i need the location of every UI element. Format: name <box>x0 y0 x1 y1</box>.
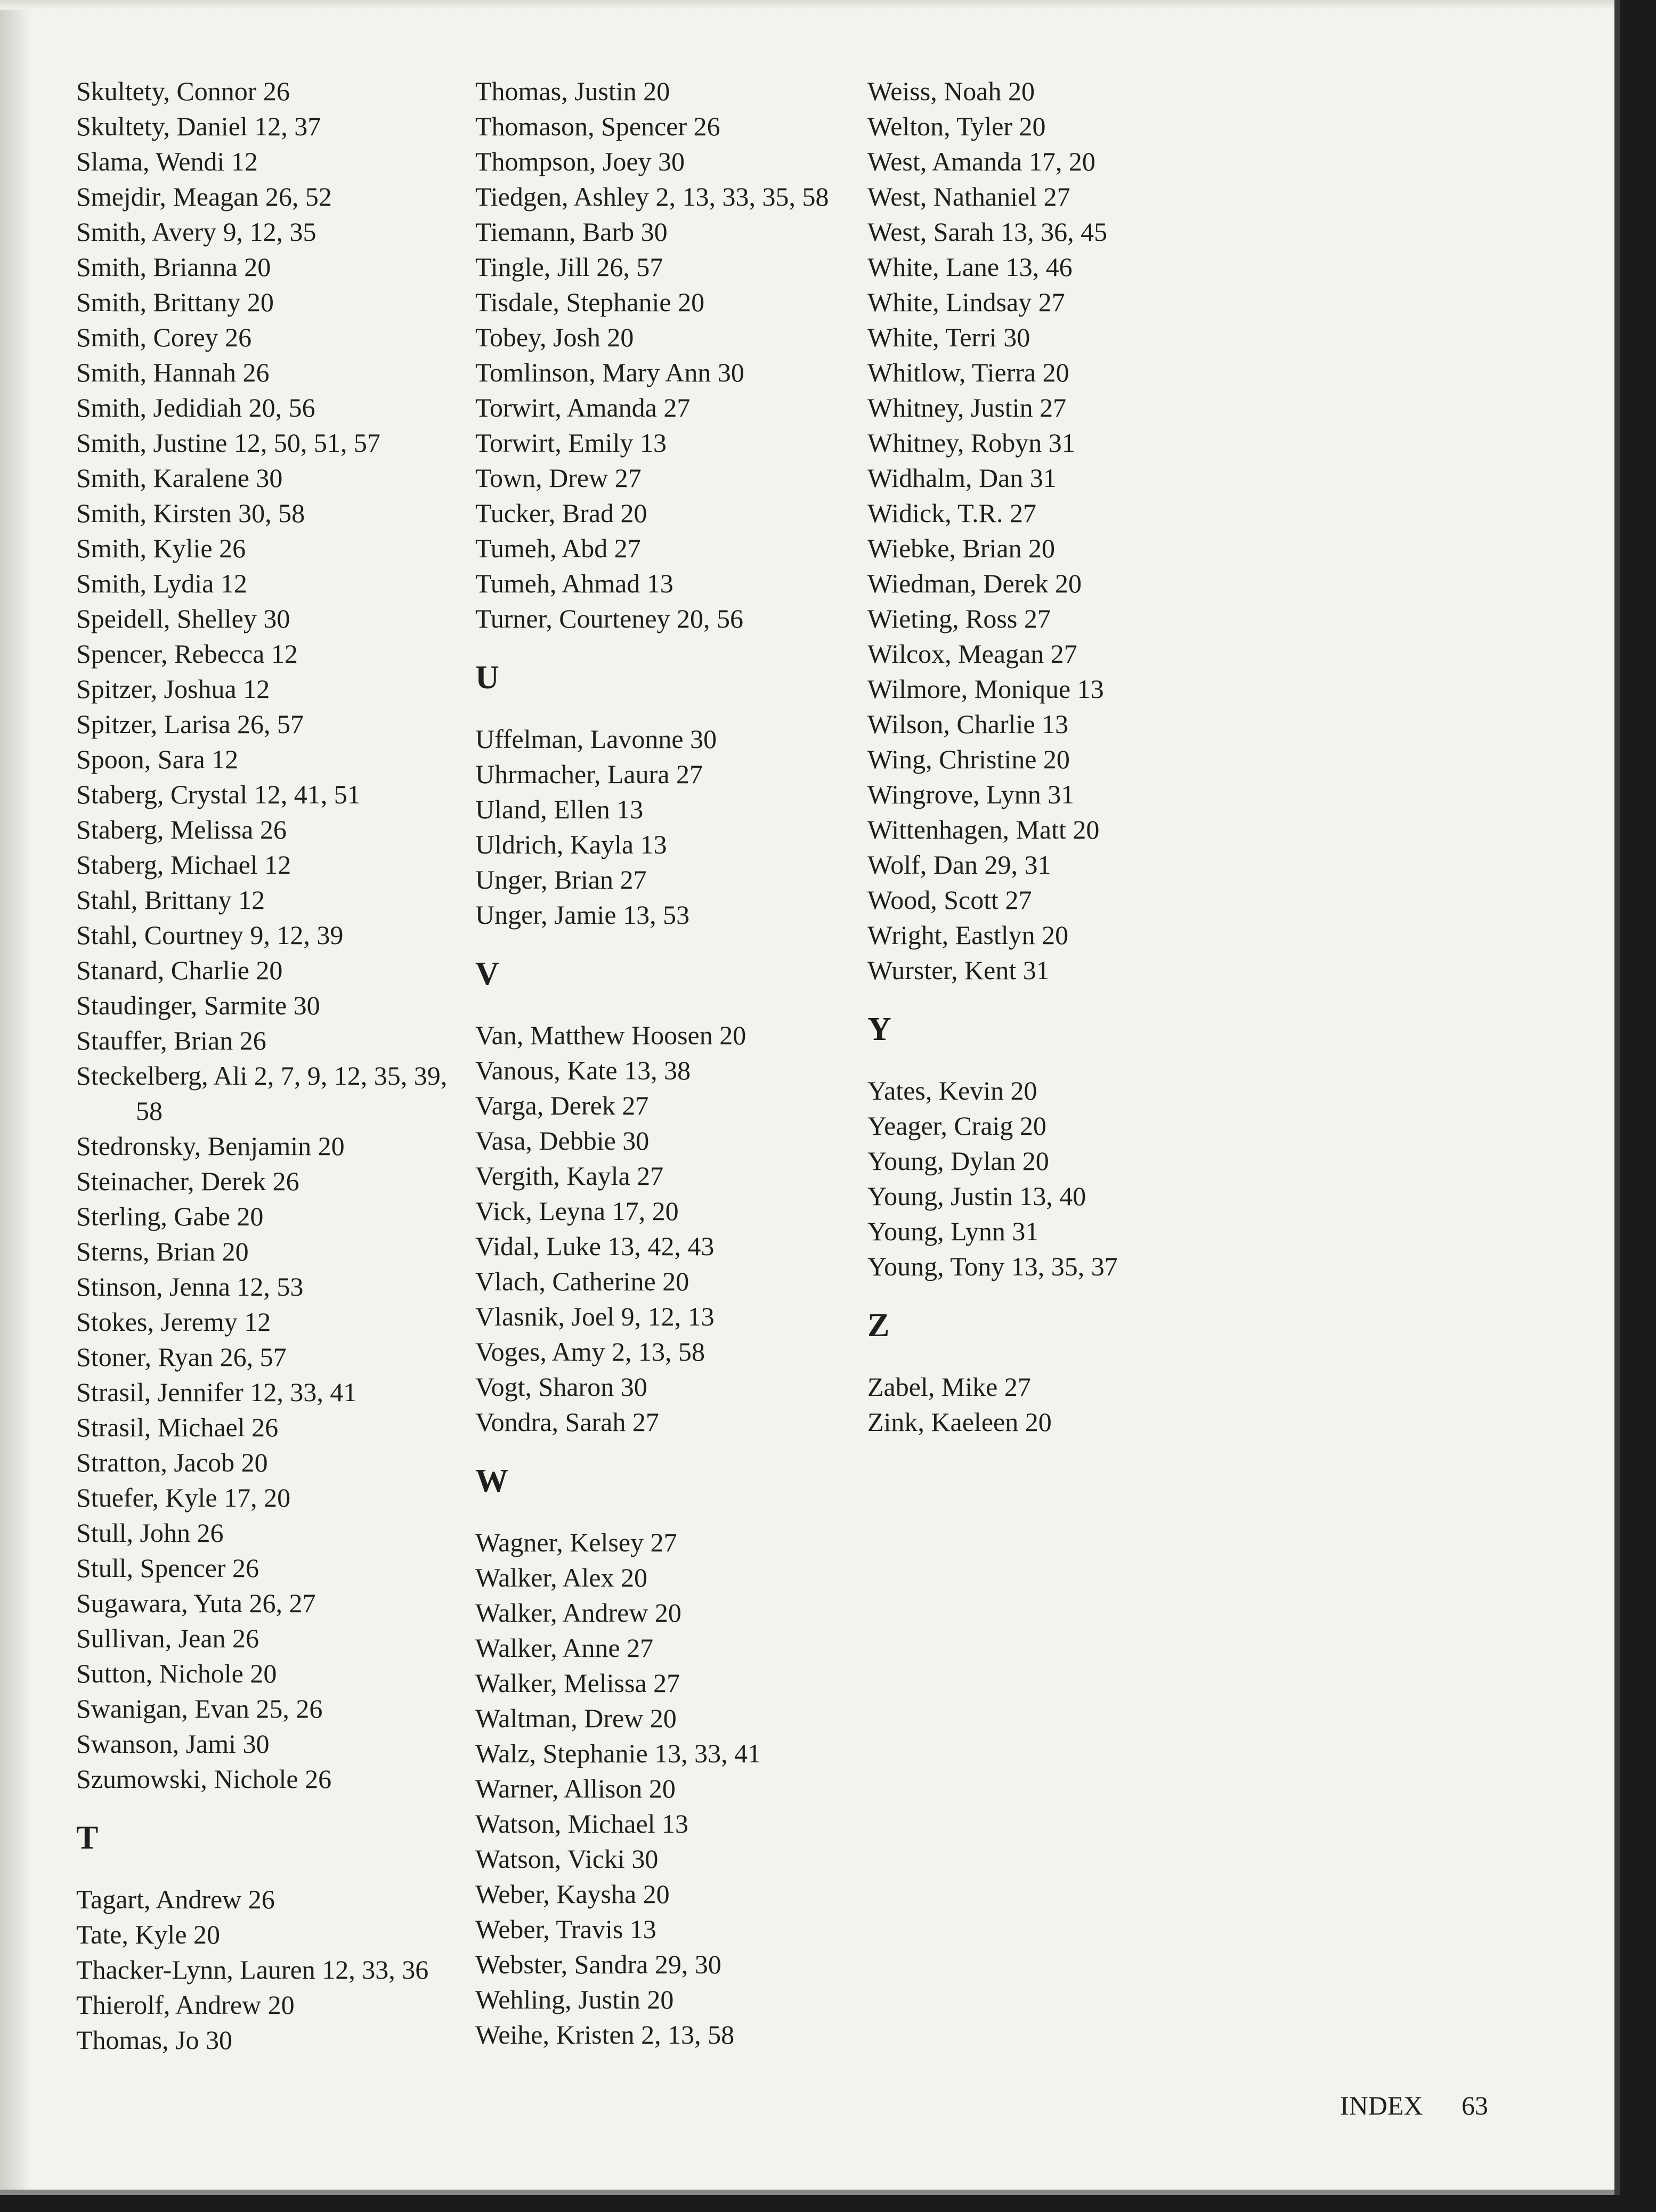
index-entry: Strasil, Michael 26 <box>76 1412 279 1442</box>
index-entry: Thierolf, Andrew 20 <box>76 1990 295 2020</box>
index-entry: Vlach, Catherine 20 <box>475 1266 689 1296</box>
index-entry: Stahl, Brittany 12 <box>76 885 265 915</box>
index-entry: Slama, Wendi 12 <box>76 147 258 176</box>
page-top-edge <box>0 0 1614 10</box>
index-entry: Young, Dylan 20 <box>867 1146 1049 1176</box>
index-entry: Young, Tony 13, 35, 37 <box>867 1251 1118 1281</box>
index-entry: Vidal, Luke 13, 42, 43 <box>475 1231 715 1261</box>
index-entry: Young, Justin 13, 40 <box>867 1181 1086 1211</box>
index-entry: Stauffer, Brian 26 <box>76 1026 266 1055</box>
index-entry: Smith, Kylie 26 <box>76 533 246 563</box>
index-entry: Tumeh, Abd 27 <box>475 533 641 563</box>
index-entry: Smejdir, Meagan 26, 52 <box>76 182 332 212</box>
index-entry: Watson, Michael 13 <box>475 1809 689 1839</box>
index-entry: Weber, Travis 13 <box>475 1914 656 1944</box>
index-entry: Sullivan, Jean 26 <box>76 1623 259 1653</box>
index-entry: West, Nathaniel 27 <box>867 182 1070 212</box>
index-entry: Tobey, Josh 20 <box>475 322 634 352</box>
index-entry: Thacker-Lynn, Lauren 12, 33, 36 <box>76 1955 429 1985</box>
index-entry: Zabel, Mike 27 <box>867 1372 1031 1402</box>
section-letter-heading: Y <box>867 1011 891 1047</box>
index-entry: White, Lane 13, 46 <box>867 252 1073 282</box>
index-entry: Vanous, Kate 13, 38 <box>475 1055 691 1085</box>
index-entry: Wingrove, Lynn 31 <box>867 779 1075 809</box>
index-entry: Van, Matthew Hoosen 20 <box>475 1020 746 1050</box>
index-entry: Wilcox, Meagan 27 <box>867 639 1077 669</box>
index-entry: Tumeh, Ahmad 13 <box>475 568 673 598</box>
index-entry: Spitzer, Joshua 12 <box>76 674 270 704</box>
index-entry: Weihe, Kristen 2, 13, 58 <box>475 2020 735 2050</box>
index-entry: White, Terri 30 <box>867 322 1030 352</box>
index-entry: Vergith, Kayla 27 <box>475 1161 664 1191</box>
index-entry: Wilson, Charlie 13 <box>867 709 1069 739</box>
index-entry: Whitney, Robyn 31 <box>867 428 1075 458</box>
index-entry: Unger, Jamie 13, 53 <box>475 900 690 930</box>
index-entry: Thompson, Joey 30 <box>475 147 685 176</box>
index-entry: Wood, Scott 27 <box>867 885 1032 915</box>
index-entry: Yeager, Craig 20 <box>867 1111 1046 1141</box>
index-entry: Strasil, Jennifer 12, 33, 41 <box>76 1377 357 1407</box>
index-entry: Stuefer, Kyle 17, 20 <box>76 1483 291 1512</box>
index-entry: Steckelberg, Ali 2, 7, 9, 12, 35, 39, 58 <box>76 1061 448 1126</box>
index-entry: Uffelman, Lavonne 30 <box>475 724 717 754</box>
index-entry: Staberg, Crystal 12, 41, 51 <box>76 779 361 809</box>
index-entry: Sterling, Gabe 20 <box>76 1201 264 1231</box>
index-entry: Welton, Tyler 20 <box>867 111 1046 141</box>
index-entry: Smith, Jedidiah 20, 56 <box>76 393 315 422</box>
index-entry: Smith, Kirsten 30, 58 <box>76 498 305 528</box>
index-entry: Widhalm, Dan 31 <box>867 463 1057 493</box>
index-entry: West, Sarah 13, 36, 45 <box>867 217 1108 247</box>
index-entry: Smith, Hannah 26 <box>76 357 270 387</box>
index-entry: Wilmore, Monique 13 <box>867 674 1104 704</box>
index-column-2 <box>475 74 859 2052</box>
index-entry: Vick, Leyna 17, 20 <box>475 1196 679 1226</box>
index-entry: Vlasnik, Joel 9, 12, 13 <box>475 1302 715 1331</box>
index-entry: Staudinger, Sarmite 30 <box>76 990 320 1020</box>
index-entry: Wieting, Ross 27 <box>867 604 1051 633</box>
index-entry: Torwirt, Emily 13 <box>475 428 667 458</box>
index-entry: Uhrmacher, Laura 27 <box>475 759 703 789</box>
index-entry: Wehling, Justin 20 <box>475 1985 674 2014</box>
index-entry: Smith, Justine 12, 50, 51, 57 <box>76 428 380 458</box>
index-entry: Sterns, Brian 20 <box>76 1237 249 1266</box>
section-letter-heading: Z <box>867 1307 890 1344</box>
binding-shadow <box>0 0 32 2195</box>
index-entry: Walz, Stephanie 13, 33, 41 <box>475 1738 761 1768</box>
index-entry: Tiemann, Barb 30 <box>475 217 668 247</box>
index-entry: Swanson, Jami 30 <box>76 1729 270 1759</box>
index-entry: Vasa, Debbie 30 <box>475 1126 650 1156</box>
index-entry: Whitlow, Tierra 20 <box>867 357 1069 387</box>
page-bottom-edge <box>0 2190 1614 2195</box>
index-entry: Stokes, Jeremy 12 <box>76 1307 271 1337</box>
index-entry: Tagart, Andrew 26 <box>76 1884 275 1914</box>
index-entry: Spoon, Sara 12 <box>76 744 239 774</box>
index-entry: Sugawara, Yuta 26, 27 <box>76 1588 316 1618</box>
index-entry: Smith, Brianna 20 <box>76 252 271 282</box>
index-entry: Walker, Anne 27 <box>475 1633 654 1663</box>
page-number: 63 <box>1462 2091 1489 2120</box>
section-letter-heading: U <box>475 660 499 696</box>
index-entry: Swanigan, Evan 25, 26 <box>76 1694 323 1723</box>
index-entry: Widick, T.R. 27 <box>867 498 1036 528</box>
index-column-3 <box>867 74 1251 1440</box>
index-entry: Spencer, Rebecca 12 <box>76 639 298 669</box>
index-entry: Wing, Christine 20 <box>867 744 1070 774</box>
index-entry: Varga, Derek 27 <box>475 1091 649 1120</box>
index-entry: Wolf, Dan 29, 31 <box>867 850 1051 880</box>
index-entry: Szumowski, Nichole 26 <box>76 1764 332 1794</box>
index-entry: Turner, Courteney 20, 56 <box>475 604 744 633</box>
footer-index-label: INDEX <box>1340 2091 1423 2120</box>
index-entry: Uland, Ellen 13 <box>475 794 644 824</box>
index-entry: Stinson, Jenna 12, 53 <box>76 1272 304 1302</box>
index-entry: Unger, Brian 27 <box>475 865 647 894</box>
index-entry: West, Amanda 17, 20 <box>867 147 1095 176</box>
index-entry: Waltman, Drew 20 <box>475 1703 677 1733</box>
section-letter-heading: W <box>475 1463 508 1499</box>
index-entry: Voges, Amy 2, 13, 58 <box>475 1337 705 1367</box>
index-entry: Webster, Sandra 29, 30 <box>475 1949 721 1979</box>
index-entry: Town, Drew 27 <box>475 463 642 493</box>
index-entry: Young, Lynn 31 <box>867 1216 1039 1246</box>
index-entry: White, Lindsay 27 <box>867 287 1065 317</box>
index-entry: Tingle, Jill 26, 57 <box>475 252 663 282</box>
index-entry: Walker, Alex 20 <box>475 1563 648 1592</box>
index-entry: Staberg, Melissa 26 <box>76 815 287 844</box>
index-entry: Smith, Lydia 12 <box>76 568 247 598</box>
index-entry: Watson, Vicki 30 <box>475 1844 659 1874</box>
index-entry: Tisdale, Stephanie 20 <box>475 287 705 317</box>
index-entry: Stedronsky, Benjamin 20 <box>76 1131 345 1161</box>
index-entry: Sutton, Nichole 20 <box>76 1658 277 1688</box>
index-entry: Tate, Kyle 20 <box>76 1920 221 1949</box>
index-entry: Stoner, Ryan 26, 57 <box>76 1342 287 1372</box>
index-entry: Vogt, Sharon 30 <box>475 1372 647 1402</box>
index-entry: Weiss, Noah 20 <box>867 76 1035 106</box>
index-entry: Vondra, Sarah 27 <box>475 1407 659 1437</box>
index-entry: Smith, Avery 9, 12, 35 <box>76 217 316 247</box>
index-entry: Walker, Andrew 20 <box>475 1598 681 1628</box>
index-entry: Warner, Allison 20 <box>475 1774 676 1803</box>
index-entry: Stratton, Jacob 20 <box>76 1447 268 1477</box>
page-footer <box>1340 2088 1488 2123</box>
index-entry: Skultety, Connor 26 <box>76 76 290 106</box>
index-entry: Stull, Spencer 26 <box>76 1553 259 1583</box>
index-entry: Tomlinson, Mary Ann 30 <box>475 357 744 387</box>
index-entry: Steinacher, Derek 26 <box>76 1166 299 1196</box>
index-entry: Stull, John 26 <box>76 1518 224 1548</box>
index-entry: Zink, Kaeleen 20 <box>867 1407 1052 1437</box>
index-entry: Smith, Karalene 30 <box>76 463 283 493</box>
index-entry: Wiedman, Derek 20 <box>867 568 1082 598</box>
index-entry: Uldrich, Kayla 13 <box>475 830 667 859</box>
index-entry: Stanard, Charlie 20 <box>76 955 283 985</box>
index-entry: Staberg, Michael 12 <box>76 850 291 880</box>
index-entry: Yates, Kevin 20 <box>867 1076 1037 1105</box>
index-entry: Wiebke, Brian 20 <box>867 533 1056 563</box>
index-entry: Torwirt, Amanda 27 <box>475 393 691 422</box>
index-entry: Walker, Melissa 27 <box>475 1668 680 1698</box>
index-entry: Wittenhagen, Matt 20 <box>867 815 1100 844</box>
index-entry: Whitney, Justin 27 <box>867 393 1067 422</box>
index-entry: Tucker, Brad 20 <box>475 498 647 528</box>
index-entry: Speidell, Shelley 30 <box>76 604 290 633</box>
index-entry: Wurster, Kent 31 <box>867 955 1050 985</box>
index-entry: Skultety, Daniel 12, 37 <box>76 111 321 141</box>
index-entry: Thomas, Justin 20 <box>475 76 670 106</box>
index-entry: Weber, Kaysha 20 <box>475 1879 670 1909</box>
index-entry: Wright, Eastlyn 20 <box>867 920 1069 950</box>
index-entry: Smith, Brittany 20 <box>76 287 274 317</box>
index-entry: Spitzer, Larisa 26, 57 <box>76 709 304 739</box>
index-entry: Smith, Corey 26 <box>76 322 252 352</box>
index-entry: Tiedgen, Ashley 2, 13, 33, 35, 58 <box>475 182 829 212</box>
index-entry: Wagner, Kelsey 27 <box>475 1527 677 1557</box>
index-column-1 <box>76 74 460 2058</box>
section-letter-heading: T <box>76 1820 99 1856</box>
index-entry: Stahl, Courtney 9, 12, 39 <box>76 920 344 950</box>
section-letter-heading: V <box>475 956 499 992</box>
index-entry: Thomason, Spencer 26 <box>475 111 720 141</box>
index-entry: Thomas, Jo 30 <box>76 2025 233 2055</box>
